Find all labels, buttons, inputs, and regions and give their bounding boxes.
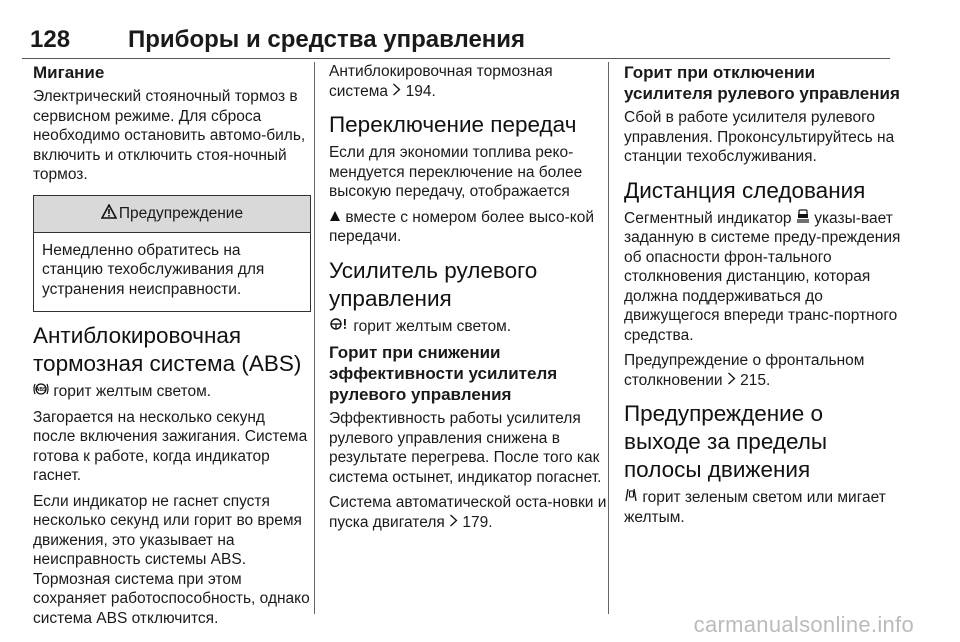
paragraph-gear-shift: Если для экономии топлива реко-мендуется переключение на более высокую передачу, отображается bbox=[329, 144, 583, 200]
autostop-text: Система автоматической оста-новки и пуска двигателя bbox=[329, 494, 607, 531]
header-rule bbox=[22, 58, 890, 59]
column-middle bbox=[329, 62, 607, 538]
heading-blink: Мигание bbox=[33, 63, 105, 82]
abs-icon bbox=[33, 382, 49, 402]
upshift-arrow-icon bbox=[329, 208, 341, 228]
warning-triangle-icon bbox=[101, 204, 117, 224]
heading-steering-off: Горит при отключении усилителя рулевого управления bbox=[624, 63, 900, 103]
warning-title-bar bbox=[34, 196, 310, 233]
reference-arrow-icon bbox=[449, 513, 458, 533]
lane-departure-icon bbox=[624, 488, 638, 508]
paragraph-power-steering bbox=[329, 317, 607, 337]
paragraph-abs-on: Загорается на несколько секунд после включения зажигания. Система готова к работе, когда индикатор гаснет. bbox=[33, 408, 308, 484]
abs-ref-text: Антиблокировочная тормозная система bbox=[329, 63, 553, 100]
paragraph-gear-shift-2 bbox=[329, 208, 607, 247]
collision-warning-text: Предупреждение о фронтальном столкновении bbox=[624, 352, 865, 389]
lane-departure-text: горит зеленым светом или мигает желтым. bbox=[624, 489, 886, 526]
warning-title: Предупреждение bbox=[118, 204, 244, 222]
heading-power-steering: Усилитель рулевого управления bbox=[329, 257, 538, 311]
paragraph-collision-warning bbox=[624, 351, 902, 390]
autostop-ref-page: 179. bbox=[462, 513, 493, 531]
paragraph-abs-fault: Если индикатор не гаснет спустя несколько секунд или горит во время движения, это указывает на неисправность системы ABS. Тормозная система при этом сохраняет работоспособность, однако система ABS отключится. bbox=[33, 492, 310, 627]
page-header bbox=[22, 26, 938, 56]
paragraph-abs-indicator bbox=[33, 382, 311, 402]
following-distance-icon bbox=[796, 209, 810, 229]
column-divider bbox=[608, 62, 609, 614]
distance-text-a: Сегментный индикатор bbox=[624, 209, 792, 227]
column-right bbox=[624, 62, 902, 533]
watermark: carmanualsonline.info bbox=[693, 612, 914, 637]
reference-arrow-icon bbox=[727, 371, 736, 391]
reference-arrow-icon bbox=[392, 82, 401, 102]
abs-ref-page: 194. bbox=[405, 82, 436, 100]
collision-warning-ref-page: 215. bbox=[740, 371, 771, 389]
heading-abs: Антиблокировочная тормозная система (ABS) bbox=[33, 323, 302, 376]
paragraph-reduced-steering: Эффективность работы усилителя рулевого управления снижена в результате перегрева. После того как система остынет, индикатор погаснет. bbox=[329, 410, 602, 486]
warning-box bbox=[33, 195, 311, 313]
paragraph-autostop bbox=[329, 493, 607, 532]
heading-gear-shift: Переключение передач bbox=[329, 112, 577, 137]
paragraph-lane-departure bbox=[624, 488, 902, 527]
steering-warning-icon bbox=[329, 317, 349, 337]
paragraph-abs-ref bbox=[329, 62, 607, 101]
heading-reduced-steering: Горит при снижении эффективности усилителя рулевого управления bbox=[329, 343, 558, 404]
running-title: Приборы и средства управления bbox=[128, 26, 526, 53]
heading-following-distance: Дистанция следования bbox=[624, 177, 866, 203]
column-divider bbox=[314, 62, 315, 614]
paragraph-following-distance bbox=[624, 209, 902, 346]
warning-text: Немедленно обратитесь на станцию техобслуживания для устранения неисправности. bbox=[42, 241, 265, 298]
gear-shift-text: вместе с номером более высо-кой передачи. bbox=[329, 208, 595, 245]
power-steering-text: горит желтым светом. bbox=[353, 317, 512, 335]
distance-text-b: указы-вает заданную в системе преду-преждения об опасности фрон-тального столкновения дистанцию, которая должна поддерживаться до движущегося впереди транс-портного средства. bbox=[624, 209, 901, 344]
paragraph-blink: Электрический стояночный тормоз в сервисном режиме. Для сброса необходимо остановить автомо-биль, включить и отключить стоя-ночный тормоз. bbox=[33, 88, 306, 183]
heading-lane-departure: Предупреждение о выходе за пределы полосы движения bbox=[624, 401, 828, 482]
paragraph-steering-off: Сбой в работе усилителя рулевого управления. Проконсультируйтесь на станции техобслуживания. bbox=[624, 109, 895, 165]
column-left bbox=[33, 62, 311, 634]
page-number: 128 bbox=[30, 26, 71, 53]
abs-indicator-text: горит желтым светом. bbox=[53, 383, 212, 400]
svg-text:ABS: ABS bbox=[35, 387, 47, 393]
